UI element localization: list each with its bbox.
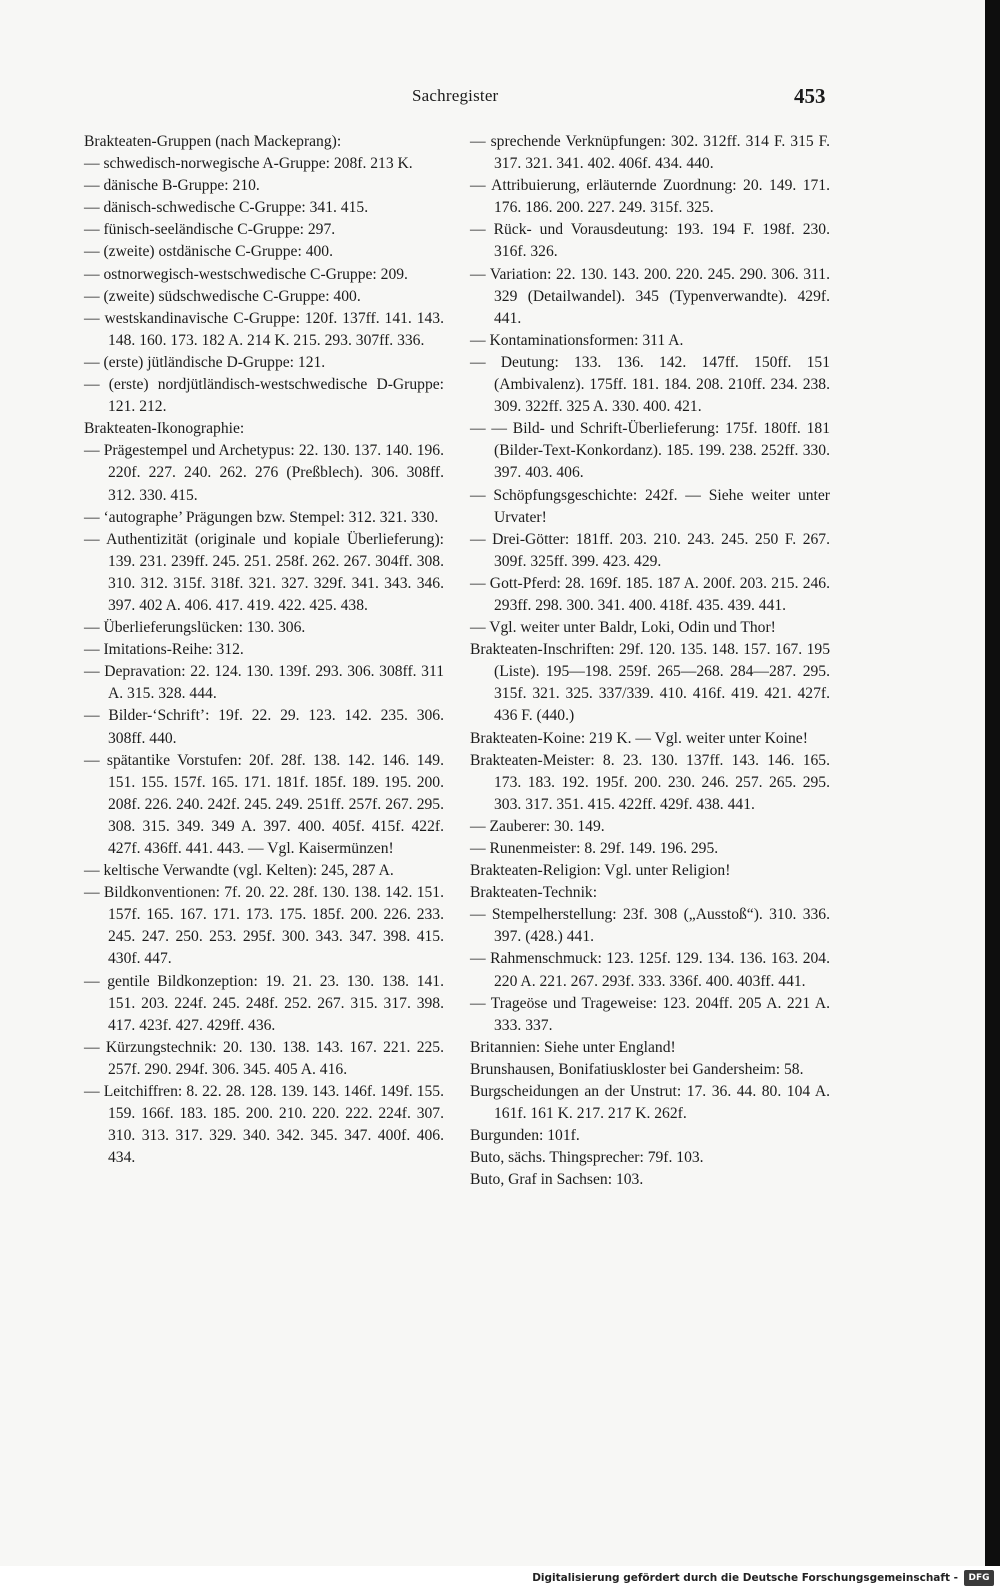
index-subentry: — Drei-Götter: 181ff. 203. 210. 243. 245. 250 F. 267. 309f. 325ff. 399. 423. 429.: [470, 530, 830, 570]
index-subentry: — (zweite) ostdänische C-Gruppe: 400.: [84, 243, 333, 261]
index-subentry: — Stempelherstellung: 23f. 308 („Ausstoß“). 310. 336. 397. (428.) 441.: [470, 906, 830, 946]
index-heading: Brakteaten-Technik:: [470, 884, 598, 902]
index-subentry: — Imitations-Reihe: 312.: [84, 641, 244, 659]
index-heading: Brakteaten-Gruppen (nach Mackeprang):: [84, 133, 342, 150]
index-subentry: — (erste) jütländische D-Gruppe: 121.: [84, 353, 326, 371]
index-heading: Brakteaten-Religion: Vgl. unter Religion!: [470, 862, 731, 880]
index-subentry: — Bilder-‘Schrift’: 19f. 22. 29. 123. 142. 235. 306. 308ff. 440.: [84, 707, 444, 747]
index-column-right: [470, 131, 830, 1192]
dfg-logo-icon: DFG: [964, 1570, 994, 1586]
index-subentry: — ostnorwegisch-westschwedische C-Gruppe: 209.: [84, 265, 408, 283]
index-subentry: — gentile Bildkonzeption: 19. 21. 23. 130. 138. 141. 151. 203. 224f. 245. 248f. 252. 267. 315. 317. 398. 417. 423f. 427. 429ff. 436.: [84, 972, 444, 1034]
index-subentry: — Rahmenschmuck: 123. 125f. 129. 134. 136. 163. 204. 220 A. 221. 267. 293f. 333. 336f. 400. 403ff. 441.: [470, 950, 830, 990]
index-subentry: — Deutung: 133. 136. 142. 147ff. 150ff. 151 (Ambivalenz). 175ff. 181. 184. 208. 210ff. 234. 238. 309. 322ff. 325 A. 330. 400. 421.: [470, 353, 830, 416]
index-subentry: — Depravation: 22. 124. 130. 139f. 293. 306. 308ff. 311 A. 315. 328. 444.: [84, 663, 444, 703]
footer: [0, 1566, 1000, 1592]
index-subentry: — westskandinavische C-Gruppe: 120f. 137ff. 141. 143. 148. 160. 173. 182 A. 214 K. 215. 293. 307ff. 336.: [84, 309, 444, 349]
index-subentry: — Kürzungstechnik: 20. 130. 138. 143. 167. 221. 225. 257f. 290. 294f. 306. 345. 405 A. 416.: [84, 1038, 444, 1078]
index-subentry: — schwedisch-norwegische A-Gruppe: 208f. 213 K.: [84, 155, 413, 173]
page-number: 453: [794, 84, 826, 108]
index-subentry: — Authentizität (originale und kopiale Überlieferung): 139. 231. 239ff. 245. 251. 258f. 262. 267. 304ff. 308. 310. 312. 315f. 318f. 321. 327. 329f. 341. 343. 346. 397. 402 A. 406. 417. 419. 422. 425. 438.: [84, 530, 444, 614]
index-heading: Burgunden: 101f.: [470, 1127, 580, 1145]
index-subentry: — — Bild- und Schrift-Überlieferung: 175f. 180ff. 181 (Bilder-Text-Konkordanz). 185. 199. 238. 252ff. 330. 397. 403. 406.: [470, 420, 830, 482]
index-column-left: [84, 131, 444, 1169]
index-subentry: — keltische Verwandte (vgl. Kelten): 245, 287 A.: [84, 862, 394, 880]
index-subentry: — Zauberer: 30. 149.: [470, 817, 605, 835]
index-subentry: — Rück- und Vorausdeutung: 193. 194 F. 198f. 230. 316f. 326.: [470, 221, 830, 261]
index-subentry: — fünisch-seeländische C-Gruppe: 297.: [84, 221, 336, 239]
index-heading: Burgscheidungen an der Unstrut: 17. 36. 44. 80. 104 A. 161f. 161 K. 217. 217 K. 262f.: [470, 1083, 830, 1123]
index-heading: Brakteaten-Koine: 219 K. — Vgl. weiter unter Koine!: [470, 729, 808, 747]
footer-credit: Digitalisierung gefördert durch die Deutsche Forschungsgemeinschaft -: [532, 1572, 958, 1584]
index-heading: Buto, sächs. Thingsprecher: 79f. 103.: [470, 1149, 704, 1167]
index-subentry: — Kontaminationsformen: 311 A.: [470, 331, 684, 349]
index-heading: Brunshausen, Bonifatiuskloster bei Gandersheim: 58.: [470, 1060, 804, 1078]
index-subentry: — Runenmeister: 8. 29f. 149. 196. 295.: [470, 840, 719, 857]
index-subentry: — Vgl. weiter unter Baldr, Loki, Odin und Thor!: [470, 619, 776, 637]
index-heading: Brakteaten-Ikonographie:: [84, 420, 245, 438]
index-subentry: — Leitchiffren: 8. 22. 28. 128. 139. 143. 146f. 149f. 155. 159. 166f. 183. 185. 200. 210. 220. 222. 224f. 307. 310. 313. 317. 329. 340. 342. 345. 347. 400f. 406. 434.: [84, 1083, 444, 1167]
index-subentry: — spätantike Vorstufen: 20f. 28f. 138. 142. 146. 149. 151. 155. 157f. 165. 171. 181f. 185f. 189. 195. 200. 208f. 226. 240. 242f. 245. 249. 251ff. 257f. 267. 295. 308. 315. 349. 349 A. 397. 400. 405f. 415f. 422f. 427f. 436ff. 441. 443. — Vgl. Kaisermünzen!: [84, 751, 444, 857]
index-heading: Buto, Graf in Sachsen: 103.: [470, 1171, 644, 1189]
index-subentry: — dänisch-schwedische C-Gruppe: 341. 415.: [84, 199, 369, 217]
index-subentry: — Prägestempel und Archetypus: 22. 130. 137. 140. 196. 220f. 227. 240. 262. 276 (Preßblech). 306. 308ff. 312. 330. 415.: [84, 442, 444, 504]
index-subentry: — ‘autographe’ Prägungen bzw. Stempel: 312. 321. 330.: [84, 508, 439, 526]
index-subentry: — sprechende Verknüpfungen: 302. 312ff. 314 F. 315 F. 317. 321. 341. 402. 406f. 434. 440.: [470, 133, 830, 173]
index-subentry: — Variation: 22. 130. 143. 200. 220. 245. 290. 306. 311. 329 (Detailwandel). 345 (Typenverwandte). 429f. 441.: [470, 265, 830, 327]
index-subentry: — Schöpfungsgeschichte: 242f. — Siehe weiter unter Urvater!: [470, 486, 830, 526]
index-subentry: — Überlieferungslücken: 130. 306.: [84, 619, 306, 637]
index-subentry: — Trageöse und Trageweise: 123. 204ff. 205 A. 221 A. 333. 337.: [470, 994, 830, 1034]
index-subentry: — (zweite) südschwedische C-Gruppe: 400.: [84, 287, 361, 305]
page-title: Sachregister: [412, 86, 499, 105]
scan-edge: [985, 0, 1000, 1566]
index-heading: Britannien: Siehe unter England!: [470, 1038, 676, 1056]
index-subentry: — Attribuierung, erläuternde Zuordnung: 20. 149. 171. 176. 186. 200. 227. 249. 315f. 325.: [470, 177, 830, 217]
index-subentry: — Gott-Pferd: 28. 169f. 185. 187 A. 200f. 203. 215. 246. 293ff. 298. 300. 341. 400. 418f. 435. 439. 441.: [470, 574, 830, 614]
index-subentry: — (erste) nordjütländisch-westschwedische D-Gruppe: 121. 212.: [84, 376, 444, 416]
index-subentry: — Bildkonventionen: 7f. 20. 22. 28f. 130. 138. 142. 151. 157f. 165. 167. 171. 173. 175. 185f. 200. 226. 233. 245. 247. 250. 253. 295f. 300. 343. 347. 398. 415. 430f. 447.: [84, 884, 444, 968]
index-heading: Brakteaten-Inschriften: 29f. 120. 135. 148. 157. 167. 195 (Liste). 195—198. 259f. 265—268. 284—287. 295. 315f. 321. 325. 337/339. 410. 416f. 419. 421. 427f. 436 F. (440.): [470, 641, 830, 725]
index-heading: Brakteaten-Meister: 8. 23. 130. 137ff. 143. 146. 165. 173. 183. 192. 195f. 200. 230. 246. 257. 265. 295. 303. 317. 351. 415. 422ff. 429f. 438. 441.: [470, 751, 830, 813]
index-subentry: — dänische B-Gruppe: 210.: [84, 177, 260, 195]
